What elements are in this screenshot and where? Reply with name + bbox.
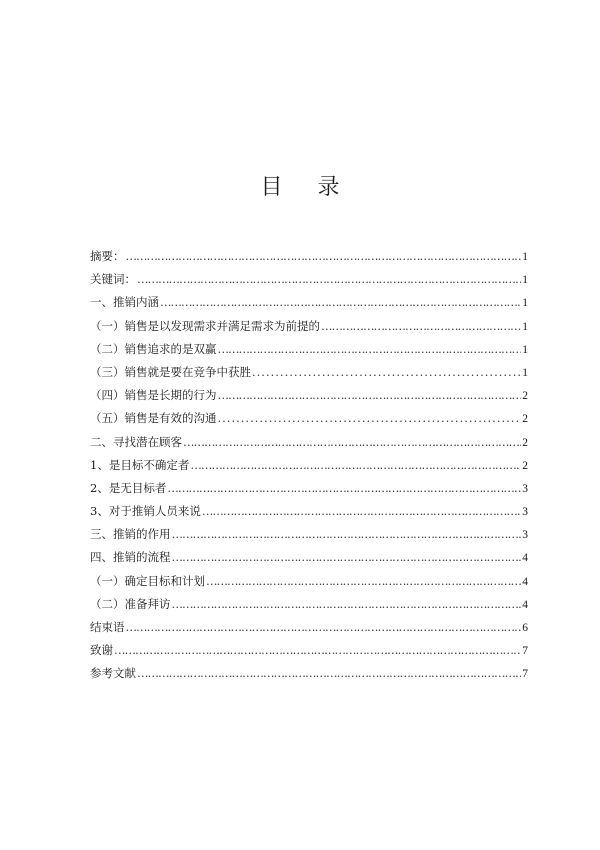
toc-entry-label: 四、推销的流程 bbox=[90, 550, 171, 565]
toc-entry-section-2-3[interactable] bbox=[90, 503, 528, 526]
toc-page-number: 2 bbox=[522, 413, 528, 426]
toc-entry-section-1-2[interactable] bbox=[90, 341, 528, 364]
toc-page-number: 3 bbox=[522, 482, 528, 495]
toc-page-number: 6 bbox=[522, 622, 528, 634]
toc-entry-acknowledgements[interactable] bbox=[90, 642, 528, 665]
toc-page-number: 1 bbox=[522, 251, 528, 263]
toc-dot-leader bbox=[218, 342, 522, 356]
toc-page-number: 4 bbox=[522, 598, 528, 611]
toc-entry-section-2-2[interactable] bbox=[90, 480, 528, 503]
toc-entry-label: 三、推销的作用 bbox=[90, 527, 171, 542]
toc-page-number: 3 bbox=[522, 529, 528, 542]
toc-entry-label: 结束语 bbox=[90, 620, 125, 634]
toc-page-number: 1 bbox=[522, 297, 528, 310]
toc-dot-leader bbox=[218, 388, 522, 402]
toc-entry-abstract[interactable] bbox=[90, 248, 528, 271]
toc-entry-label: （一）确定目标和计划 bbox=[90, 573, 205, 588]
toc-entry-section-4-1[interactable] bbox=[90, 573, 528, 596]
toc-entry-label: 二、寻找潜在顾客 bbox=[90, 434, 182, 449]
toc-entry-label: 2、是无目标者 bbox=[90, 480, 167, 495]
toc-entry-section-1-5[interactable] bbox=[90, 410, 528, 433]
toc-entry-section-3[interactable] bbox=[90, 526, 528, 549]
toc-dot-leader bbox=[172, 597, 522, 611]
toc-entry-label: （二）销售追求的是双赢 bbox=[90, 341, 217, 356]
toc-entry-label: 致谢 bbox=[90, 643, 113, 658]
toc-entry-section-1[interactable] bbox=[90, 294, 528, 317]
toc-page-number: 1 bbox=[522, 320, 528, 333]
table-of-contents bbox=[90, 248, 528, 689]
toc-page-number: 3 bbox=[522, 506, 528, 519]
toc-entry-section-1-1[interactable] bbox=[90, 318, 528, 341]
toc-entry-section-4-2[interactable] bbox=[90, 596, 528, 619]
toc-entry-section-1-4[interactable] bbox=[90, 387, 528, 410]
toc-entry-label: 1、是目标不确定者 bbox=[90, 457, 190, 472]
toc-entry-label: （二）准备拜访 bbox=[90, 596, 171, 611]
toc-dot-leader bbox=[252, 365, 521, 379]
toc-dot-leader bbox=[160, 295, 521, 309]
toc-dot-leader bbox=[137, 272, 521, 286]
toc-dot-leader bbox=[321, 319, 521, 333]
toc-entry-section-1-3[interactable] bbox=[90, 364, 528, 387]
toc-entry-label: （三）销售就是要在竞争中获胜 bbox=[90, 364, 251, 379]
toc-dot-leader bbox=[183, 435, 521, 449]
toc-entry-label: （一）销售是以发现需求并满足需求为前提的 bbox=[90, 318, 320, 333]
toc-entry-label: 3、对于推销人员来说 bbox=[90, 504, 201, 519]
toc-entry-section-4[interactable] bbox=[90, 549, 528, 572]
toc-dot-leader bbox=[167, 481, 521, 495]
toc-page-number: 7 bbox=[522, 668, 528, 681]
toc-dot-leader bbox=[172, 550, 522, 564]
toc-entry-conclusion[interactable] bbox=[90, 619, 528, 642]
toc-dot-leader bbox=[137, 666, 521, 680]
toc-page-number: 1 bbox=[522, 366, 528, 379]
toc-dot-leader bbox=[126, 249, 522, 263]
toc-page-number: 2 bbox=[522, 390, 528, 403]
toc-entry-label: 一、推销内涵 bbox=[90, 295, 159, 310]
toc-entry-keywords[interactable] bbox=[90, 271, 528, 294]
toc-page-number: 2 bbox=[522, 459, 528, 472]
toc-dot-leader bbox=[172, 527, 522, 541]
toc-page-number: 4 bbox=[522, 575, 528, 588]
toc-dot-leader bbox=[206, 574, 521, 588]
toc-page-number: 4 bbox=[522, 552, 528, 565]
toc-dot-leader bbox=[218, 411, 522, 425]
toc-entry-section-2[interactable] bbox=[90, 434, 528, 457]
toc-entry-label: 参考文献 bbox=[90, 666, 136, 681]
toc-page-number: 7 bbox=[522, 645, 528, 658]
toc-page-number: 1 bbox=[522, 343, 528, 356]
toc-entry-label: （四）销售是长期的行为 bbox=[90, 388, 217, 403]
toc-dot-leader bbox=[202, 504, 521, 518]
toc-entry-label: 摘要： bbox=[90, 249, 125, 263]
toc-page-number: 2 bbox=[522, 436, 528, 449]
toc-entry-references[interactable] bbox=[90, 665, 528, 688]
toc-entry-label: （五）销售是有效的沟通 bbox=[90, 411, 217, 426]
toc-dot-leader bbox=[190, 458, 521, 472]
toc-title: 目 录 bbox=[260, 175, 354, 200]
toc-page-number: 1 bbox=[522, 274, 528, 287]
toc-entry-section-2-1[interactable] bbox=[90, 457, 528, 480]
toc-entry-label: 关键词： bbox=[90, 272, 136, 287]
toc-dot-leader bbox=[114, 643, 521, 657]
toc-dot-leader bbox=[126, 620, 522, 634]
